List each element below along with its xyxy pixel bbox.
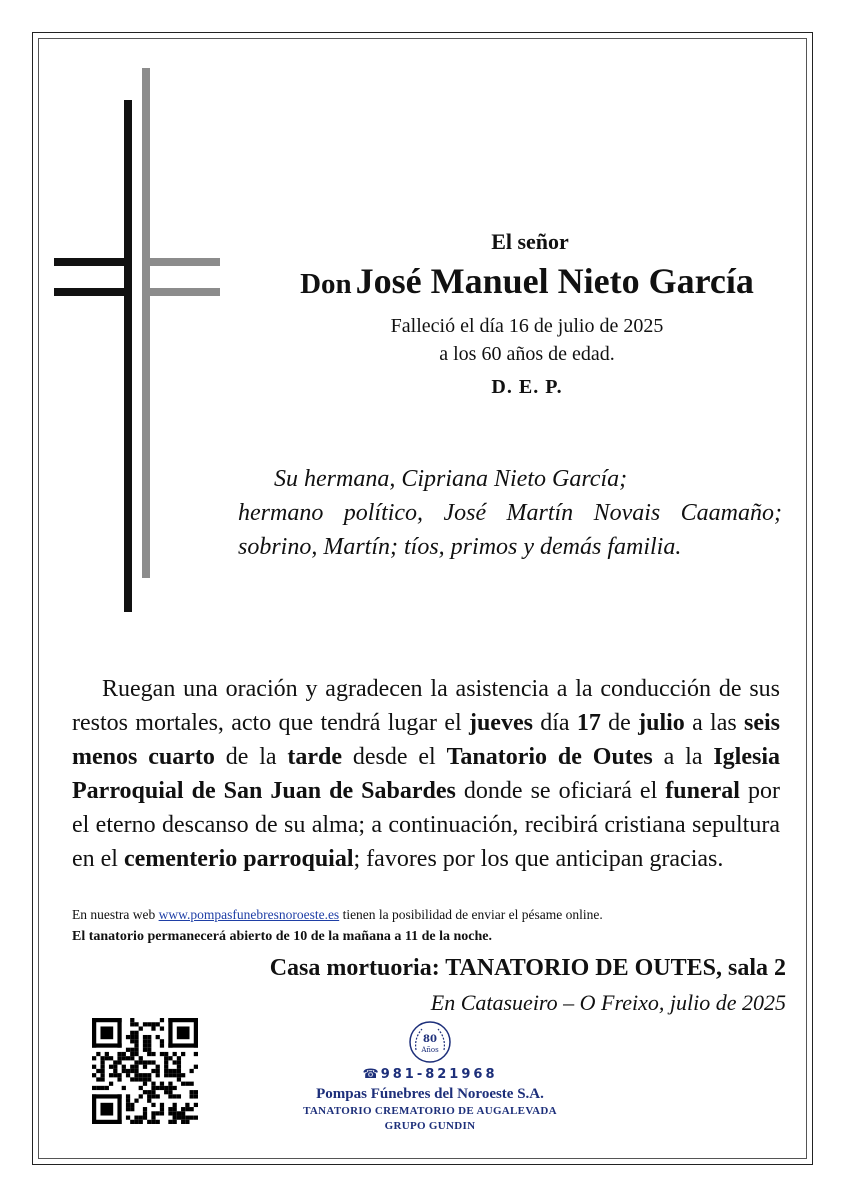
cross-icon bbox=[50, 60, 230, 620]
body-bold: cementerio parroquial bbox=[123, 846, 354, 872]
body-bold: tarde bbox=[287, 744, 343, 770]
body-text: día bbox=[532, 710, 577, 736]
title-prefix: El señor bbox=[491, 229, 569, 254]
deceased-name-line bbox=[264, 258, 790, 312]
company-name: Pompas Fúnebres del Noroeste S.A. bbox=[316, 1086, 544, 1102]
body-text: ; favores por los que anticipan gracias. bbox=[353, 846, 724, 872]
family-paragraph bbox=[238, 462, 782, 564]
body-bold: seis menos cuarto bbox=[72, 710, 781, 770]
body-text: desde el bbox=[342, 744, 447, 770]
company-subline: TANATORIO CREMATORIO DE AUGALEVADA bbox=[303, 1105, 557, 1117]
body-text: por el eterno descanso de su alma; a continuación, recibirá cristiana sepultura en el bbox=[72, 778, 781, 872]
funeral-home-footer bbox=[260, 1020, 600, 1134]
body-text: a la bbox=[652, 744, 714, 770]
body-text: de la bbox=[214, 744, 288, 770]
family-line: sobrino, Martín; tíos, primos y demás familia. bbox=[238, 534, 682, 560]
dep-text: D. E. P. bbox=[491, 376, 563, 398]
web-notice-suffix: tienen la posibilidad de enviar el pésame online. bbox=[339, 907, 603, 922]
body-bold: funeral bbox=[665, 778, 740, 804]
body-bold: Tanatorio de Outes bbox=[446, 744, 653, 770]
body-bold: julio bbox=[638, 710, 685, 736]
website-link[interactable]: www.pompasfunebresnoroeste.es bbox=[158, 907, 340, 922]
body-text: a las bbox=[684, 710, 745, 736]
anniversary-logo-icon bbox=[408, 1020, 452, 1064]
phone-icon: ☎ bbox=[362, 1067, 379, 1082]
logo-number: 80 bbox=[423, 1034, 437, 1045]
logo-word: Años bbox=[421, 1046, 439, 1054]
deceased-name: José Manuel Nieto García bbox=[355, 261, 754, 301]
body-text: donde se oficiará el bbox=[455, 778, 666, 804]
body-bold: Iglesia Parroquial de San Juan de Sabardes bbox=[72, 744, 780, 804]
body-text: Ruegan una oración y agradecen la asistencia a la conducción de sus restos mortales, acto que tendrá lugar el bbox=[72, 676, 780, 736]
family-line: Su hermana, Cipriana Nieto García; bbox=[274, 466, 628, 492]
family-line: hermano político, José Martín Novais Caamaño; bbox=[238, 500, 782, 526]
web-notice bbox=[72, 906, 792, 924]
honorific: Don bbox=[300, 268, 352, 300]
age-line: a los 60 años de edad. bbox=[439, 343, 615, 365]
company-group: GRUPO GUNDIN bbox=[384, 1120, 476, 1132]
date-of-death: Falleció el día 16 de julio de 2025 bbox=[390, 315, 664, 337]
phone-text: 981-821968 bbox=[380, 1067, 498, 1082]
body-bold: 17 bbox=[576, 710, 601, 736]
deceased-header bbox=[250, 226, 790, 399]
body-text: de bbox=[600, 710, 639, 736]
body-bold: jueves bbox=[468, 710, 533, 736]
casa-mortuoria: Casa mortuoria: TANATORIO DE OUTES, sala 2 bbox=[269, 955, 786, 981]
ceremony-paragraph bbox=[72, 672, 780, 876]
web-notice-prefix: En nuestra web bbox=[72, 907, 159, 922]
opening-hours: El tanatorio permanecerá abierto de 10 de la mañana a 11 de la noche. bbox=[72, 929, 492, 944]
qr-code-icon bbox=[92, 1018, 198, 1124]
phone-number bbox=[260, 1066, 600, 1084]
place-date: En Catasueiro – O Freixo, julio de 2025 bbox=[430, 990, 786, 1015]
